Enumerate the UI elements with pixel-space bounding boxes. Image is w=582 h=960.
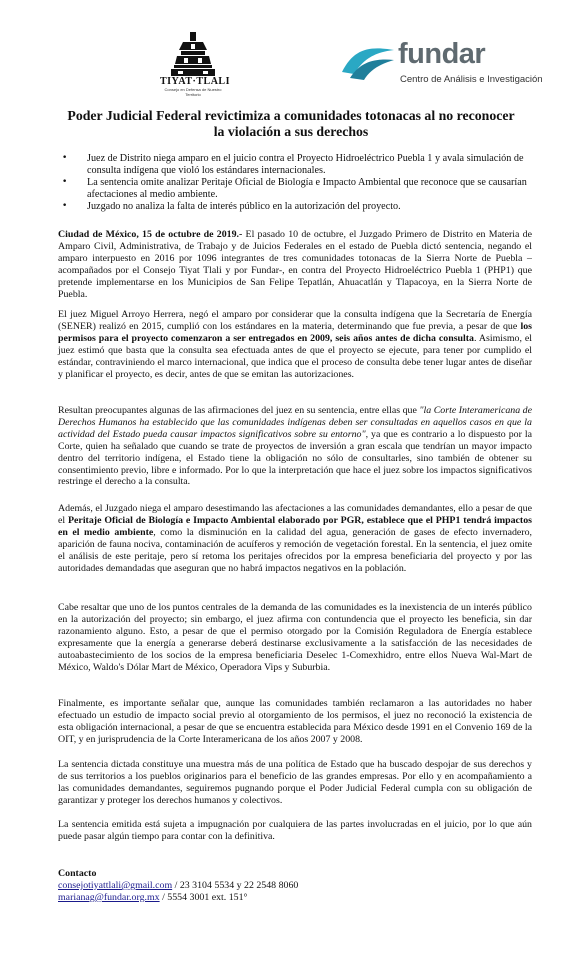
phone-text: / 23 3104 5534 y 22 2548 8060: [172, 879, 299, 891]
paragraph-judge-ruling: [58, 309, 532, 380]
email-link-tiyat[interactable]: consejotiyattlali@gmail.com: [58, 879, 173, 891]
tiyat-logo-subtitle: Consejo en Defensa de Nuestro Territorio: [164, 87, 222, 97]
paragraph-text: Resultan preocupantes algunas de las afirmaciones del juez en su sentencia, entre ellas que: [58, 405, 420, 416]
paragraph-social-impact: Finalmente, es importante señalar que, aunque las comunidades también reclamaron a las autoridades no haber efectuado un estudio de impacto social previo al otorgamiento de los permisos, el juez no reconoció la existencia de esta obligación internacional, a pesar de que se encuentra establecida para México desde 1991 en el Convenio 169 de la OIT, y en jurisprudencia de la Corte Interamericana de los años 2007 y 2008.: [58, 698, 532, 745]
title-line-1: Poder Judicial Federal revictimiza a comunidades totonacas al no reconocer: [67, 108, 515, 123]
paragraph-text: , como la disminución en la calidad del agua, generación de gases de efecto invernadero, aparición de fauna nociva, contaminación de acuíferos y remoción de vegetación forestal. En la sentencia, el juez omite el análisis de este peritaje, pero sí retoma los peritajes ofrecidos por la empresa beneficiaria del proyecto y por las autoridades demandadas que aseguran que no habrá impactos negativos en la población.: [58, 526, 532, 574]
paragraph-text: El pasado 10 de octubre, el Juzgado Primero de Distrito en Materia de Amparo Civil, Administrativa, de Trabajo y de Juicios Federales en el estado de Puebla dictó sentencia, negando el amparo interpuesto en 2016 por 1096 integrantes de tres comunidades totonacas de la Sierra Norte de Puebla –acompañados por el Consejo Tiyat Tlali y por Fundar-, en contra del Proyecto Hidroeléctrico Puebla 1 (PHP1) que pretende implementarse en los Municipios de San Felipe Tepatlán, Ahuacatlán y Tlapacoya, en la Sierra Norte de Puebla.: [58, 229, 532, 300]
dateline: Ciudad de México, 15 de octubre de 2019.-: [58, 229, 243, 240]
tiyat-logo-name: TIYAT·TLALI: [160, 76, 230, 87]
paragraph-public-interest: Cabe resaltar que uno de los puntos centrales de la demanda de las comunidades es la inexistencia de un interés público en la autorización del proyecto; sin embargo, el juez afirma con contundencia que el proyecto les beneficia, sin dar razonamiento alguno. Esto, a pesar de que el permiso otorgado por la Comisión Reguladora de Energía establece expresamente que la energía a generarse deberá destinarse exclusivamente a la satisfacción de las necesidades de autoabastecimiento de los socios de la empresa beneficiaria Deselec 1-Comexhidro, entre ellos Nueva Wal-Mart de México, Waldo's Dólar Mart de México, Operadora Vips y Suburbia.: [58, 602, 532, 673]
fundar-logo: [340, 38, 543, 86]
fundar-logo-subtitle: Centro de Análisis e Investigación: [400, 74, 543, 85]
bold-emphasis: Peritaje Oficial de Biología e Impacto Ambiental elaborado por PGR, establece que el PHP1 tendrá impactos en el medio ambiente: [58, 514, 532, 538]
paragraph-text: , ya que es contrario a lo dispuesto por la Corte, quien ha señalado que cuando se trate de proyectos de inversión a gran escala que tendrían un mayor impacto dentro del territorio indígena, el Estado tiene la obligación no sólo de consultarles, sino también de obtener su consentimiento previo, libre e informado. Por lo que la interpretación que hace el juez sobre los impactos significativos restringe el derecho a la consulta.: [58, 428, 532, 488]
paragraph-intro: [58, 229, 532, 300]
fundar-wave-icon: [340, 42, 396, 82]
email-link-fundar[interactable]: marianag@fundar.org.mx: [58, 891, 160, 903]
paragraph-appeal: La sentencia emitida está sujeta a impugnación por cualquiera de las partes involucradas en el juicio, por lo que aún puede pasar algún tiempo para contar con la definitiva.: [58, 819, 532, 842]
paragraph-court-quote: [58, 405, 532, 488]
contact-line-2: [58, 892, 532, 904]
title-line-2: la violación a sus derechos: [213, 124, 369, 139]
contact-line-1: [58, 880, 532, 892]
phone-text: / 5554 3001 ext. 151°: [159, 891, 248, 903]
paragraph-text: Además, el Juzgado niega el amparo desestimando las afectaciones a las comunidades demandantes, ello a pesar de que el: [58, 503, 532, 526]
tiyat-tlali-logo: [160, 30, 230, 108]
summary-bullet-list: [60, 153, 530, 213]
bullet-item: • Juez de Distrito niega amparo en el juicio contra el Proyecto Hidroeléctrico Puebla 1 y avala simulación de consulta indígena que violó los estándares internacionales.: [60, 153, 530, 177]
tiyat-emblem-icon: [169, 30, 217, 78]
paragraph-state-policy: La sentencia dictada constituye una muestra más de una política de Estado que ha buscado despojar de sus derechos y de sus territorios a los pueblos originarios para el beneficio de las grandes empresas. Por ello y en acompañamiento a las comunidades demandantes, seguiremos pugnando porque el Poder Judicial Federal cumpla con su obligación de garantizar y proteger los derechos humanos y colectivos.: [58, 759, 532, 806]
contact-section: [58, 868, 532, 904]
paragraph-text: . Asimismo, el juez estimó que basta que la consulta sea efectuada antes de que el proyecto se ejecute, para tener por cumplido el estándar, contraviniendo el marco internacional, que indica que el proceso de consulta debe tener lugar antes de diseñar y planificar el proyecto, es decir, antes de que se emitan las autorizaciones.: [58, 332, 532, 380]
paragraph-text: El juez Miguel Arroyo Herrera, negó el amparo por considerar que la consulta indígena que la Secretaría de Energía (SENER) realizó en 2015, cumplió con los estándares en la materia, determinando que fue previa, a pesar de que: [58, 309, 532, 332]
bold-emphasis: los permisos para el proyecto comenzaron a ser entregados en 2009, seis años antes de dicha consulta: [58, 320, 532, 344]
contact-heading: Contacto: [58, 868, 97, 879]
paragraph-environmental-report: [58, 503, 532, 574]
bullet-item: • La sentencia omite analizar Peritaje Oficial de Biología e Impacto Ambiental que reconoce que se causarían afectaciones al medio ambiente.: [60, 177, 530, 201]
bullet-item: • Juzgado no analiza la falta de interés público en la autorización del proyecto.: [60, 201, 530, 213]
fundar-logo-name: fundar: [398, 38, 486, 70]
page-title: [55, 108, 527, 140]
italic-quote: "la Corte Interamericana de Derechos Humanos ha establecido que las comunidades indígenas deben ser consultadas en aquellos casos en que la actividad del Estado pueda causar impactos significativos sobre su entorno": [58, 405, 533, 440]
